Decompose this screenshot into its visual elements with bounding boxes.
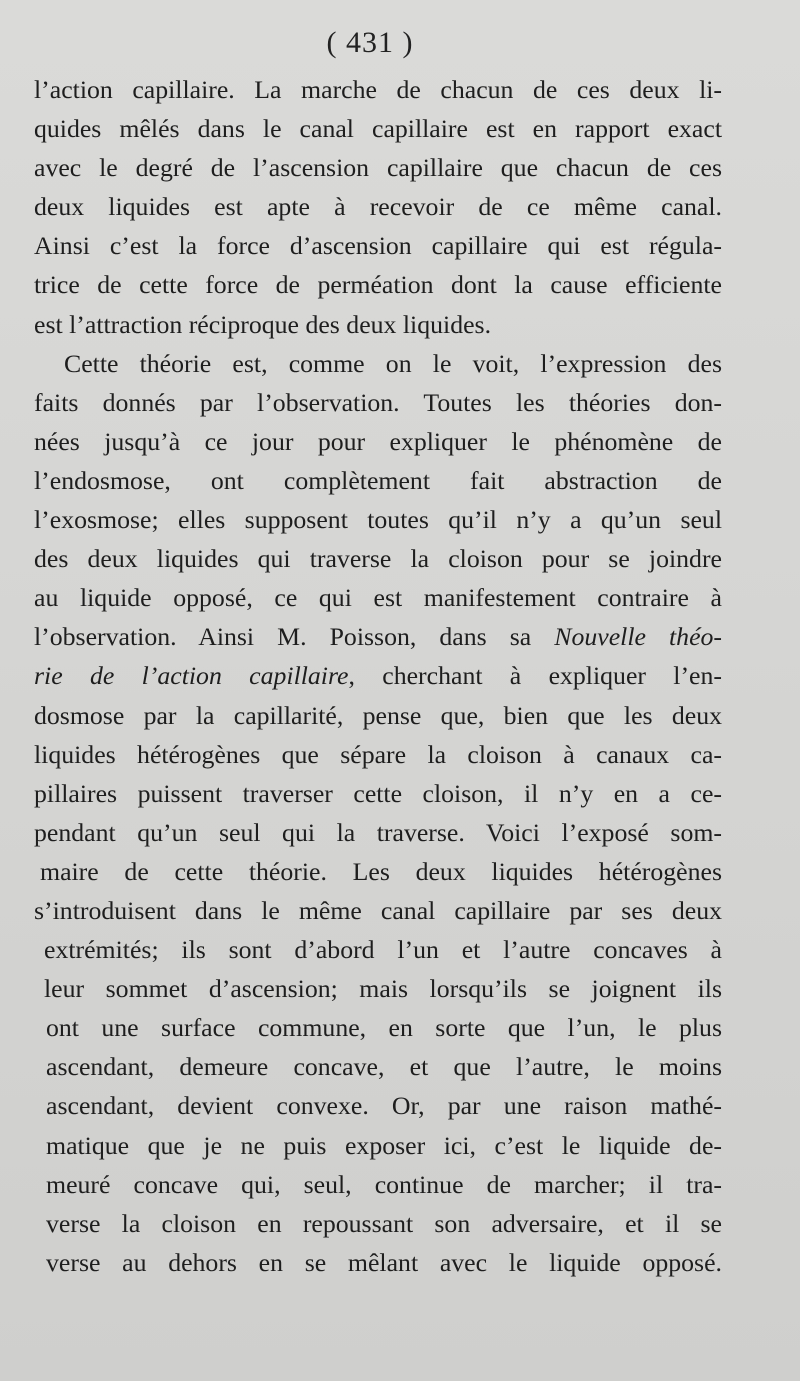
text-line (34, 617, 722, 656)
text-line: deux liquides est apte à recevoir de ce même canal. (34, 192, 722, 222)
text-line: au liquide opposé, ce qui est manifestement contraire à (34, 583, 722, 613)
text-line: meuré concave qui, seul, continue de marcher; il tra- (46, 1169, 722, 1199)
text-line: dosmose par la capillarité, pense que, bien que les deux (34, 700, 722, 730)
text-line: matique que je ne puis exposer ici, c’est le liquide de- (46, 1130, 722, 1160)
text-line: ascendant, devient convexe. Or, par une raison mathé- (46, 1091, 722, 1121)
text-line: ont une surface commune, en sorte que l’un, le plus (46, 1013, 722, 1043)
text-line: l’endosmose, ont complètement fait abstraction de (34, 465, 722, 495)
text-line: trice de cette force de perméation dont la cause efficiente (34, 270, 722, 300)
text-line: Cette théorie est, comme on le voit, l’expression des (64, 348, 722, 378)
text-line: avec le degré de l’ascension capillaire que chacun de ces (34, 153, 722, 183)
text-line: leur sommet d’ascension; mais lorsqu’ils se joignent ils (44, 974, 722, 1004)
text-line: l’exosmose; elles supposent toutes qu’il n’y a qu’un seul (34, 505, 722, 535)
book-title-italic-continued: rie de l’action capillaire (34, 661, 349, 691)
text-line: faits donnés par l’observation. Toutes les théories don- (34, 387, 722, 417)
text-line: maire de cette théorie. Les deux liquides hétérogènes (40, 856, 722, 886)
page-number: ( 431 ) (326, 26, 414, 59)
text-line: liquides hétérogènes que sépare la cloison à canaux ca- (34, 739, 722, 769)
text-line: Ainsi c’est la force d’ascension capillaire qui est régula- (34, 231, 722, 261)
text-line: nées jusqu’à ce jour pour expliquer le phénomène de (34, 426, 722, 456)
text-line: est l’attraction réciproque des deux liquides. (34, 309, 492, 339)
text-line: l’action capillaire. La marche de chacun de ces deux li- (34, 75, 722, 104)
text-line: pendant qu’un seul qui la traverse. Voici l’exposé som- (34, 817, 722, 847)
book-title-italic: Nouvelle théo- (554, 622, 723, 652)
text-line: quides mêlés dans le canal capillaire est en rapport exact (34, 114, 722, 144)
text-line: s’introduisent dans le même canal capillaire par ses deux (34, 895, 722, 925)
text-line (34, 656, 722, 695)
text-line: des deux liquides qui traverse la cloison pour se joindre (34, 544, 722, 574)
text-line-start: l’observation. Ainsi M. Poisson, dans sa (34, 622, 532, 652)
text-line: verse la cloison en repoussant son adversaire, et il se (46, 1208, 722, 1238)
text-line-end: , cherchant à expliquer l’en- (348, 661, 722, 691)
body-text (34, 70, 722, 1282)
text-line: extrémités; ils sont d’abord l’un et l’autre concaves à (44, 935, 722, 965)
text-line: verse au dehors en se mêlant avec le liquide opposé. (46, 1247, 722, 1277)
text-line: ascendant, demeure concave, et que l’autre, le moins (46, 1052, 722, 1082)
text-line: pillaires puissent traverser cette cloison, il n’y en a ce- (34, 778, 722, 808)
